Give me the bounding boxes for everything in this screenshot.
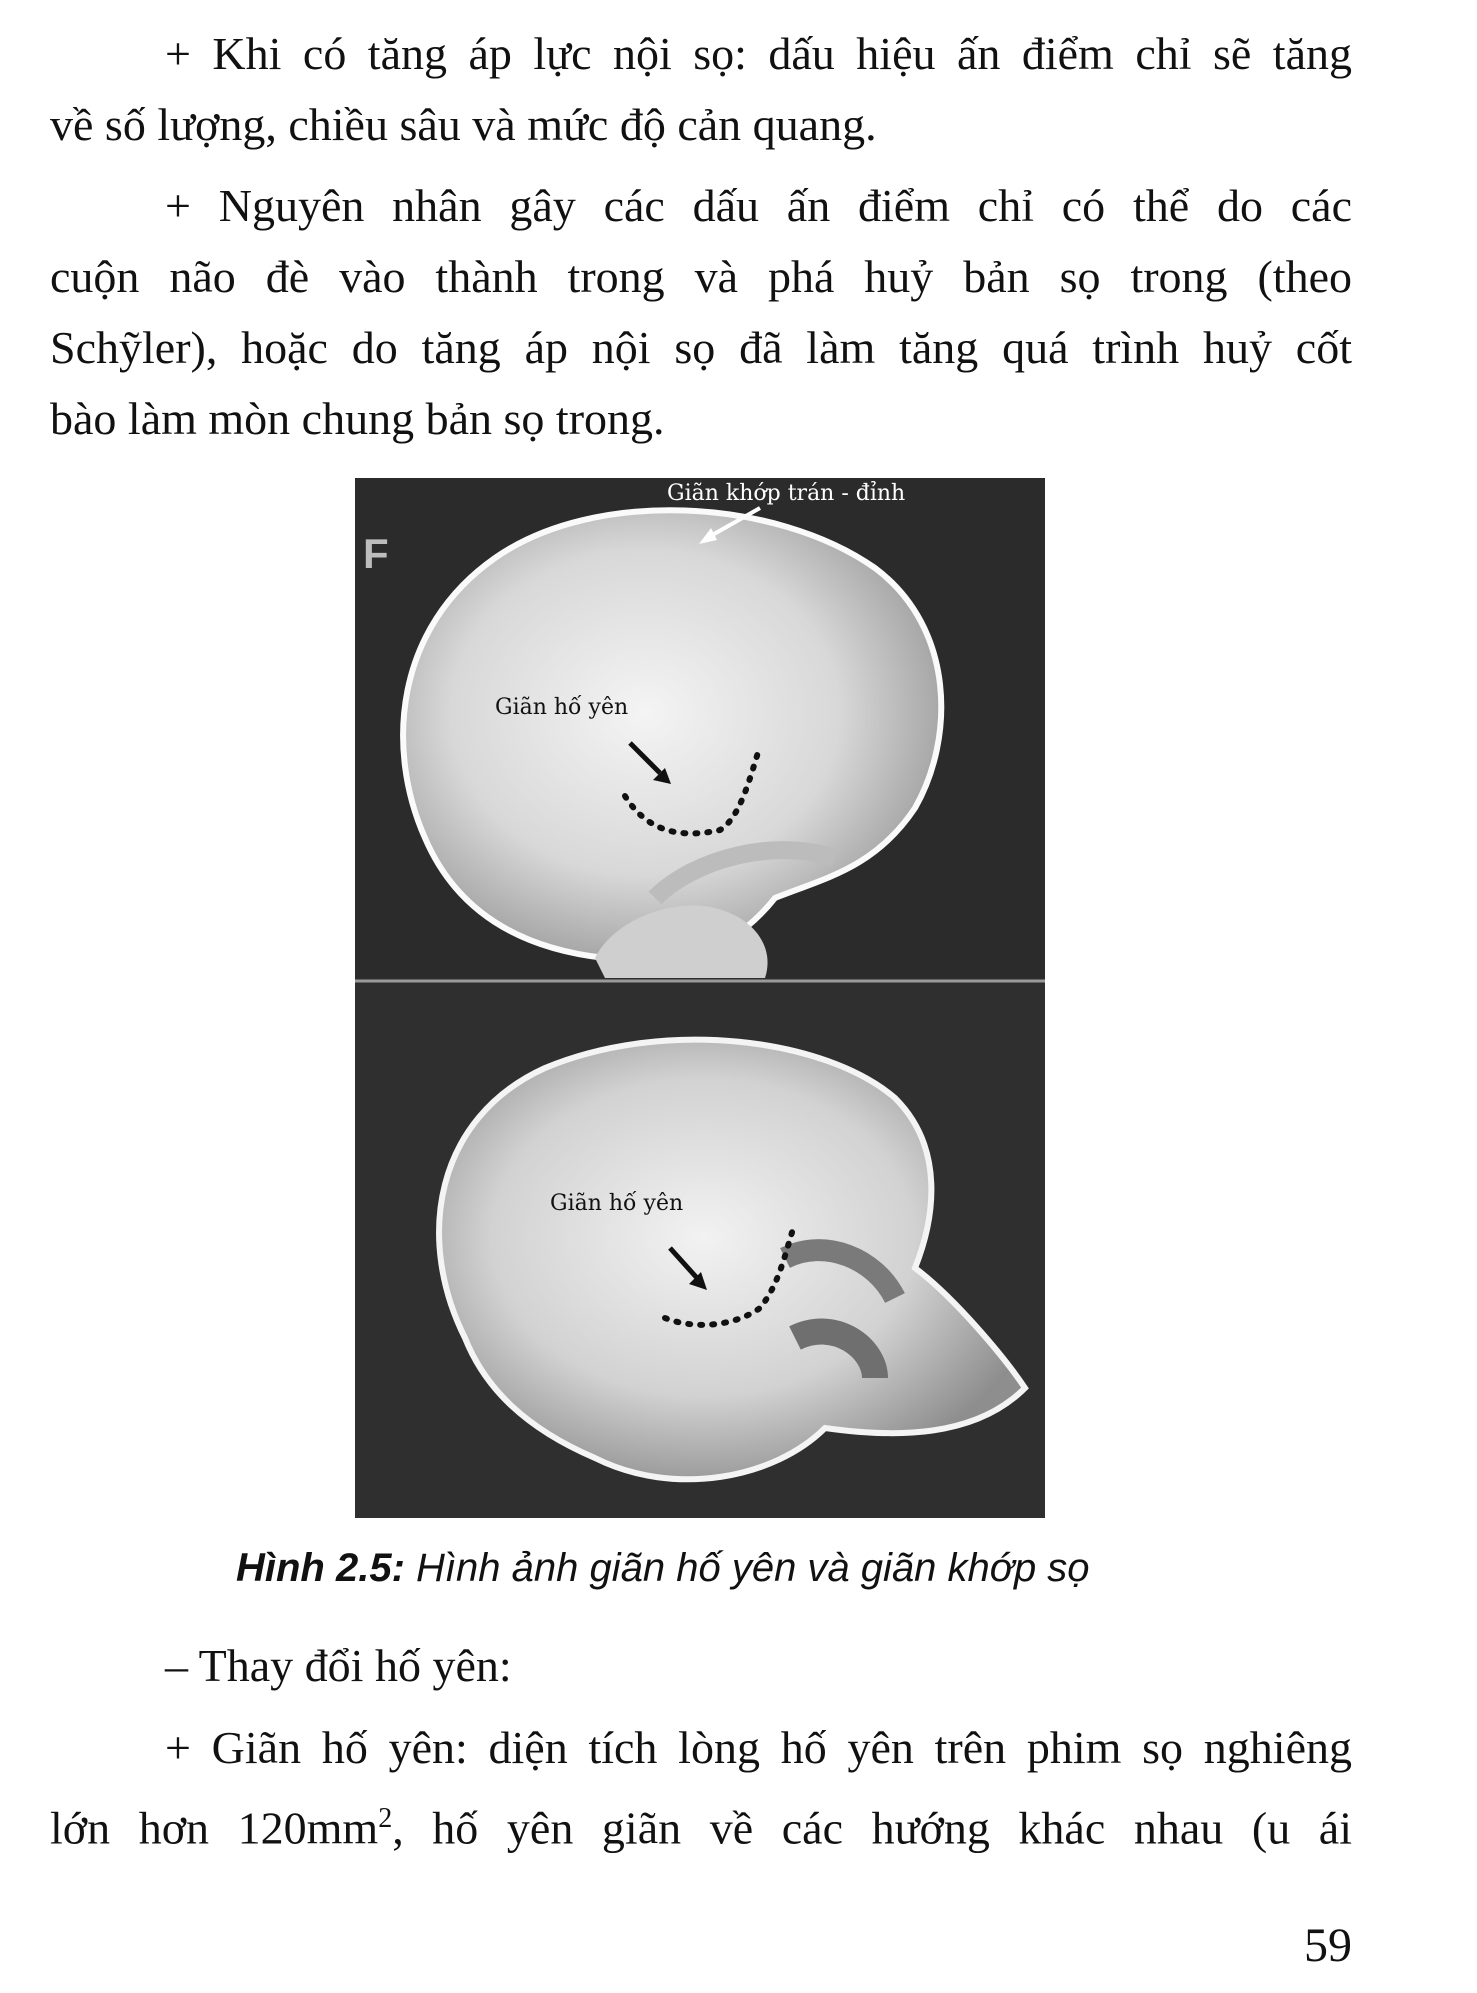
text-line: + Nguyên nhân gây các dấu ấn điểm chỉ có thể do các [165, 180, 1352, 231]
page-number: 59 [1304, 1919, 1352, 1972]
caption-label: Hình 2.5: [236, 1546, 405, 1590]
xray-image [355, 478, 1045, 1518]
paragraph-sella-change [50, 1630, 1352, 1701]
panel-marker: F [363, 530, 389, 577]
text-line: cuộn não đè vào thành trong và phá huỷ bản sọ trong (theo [50, 251, 1352, 302]
sella-label: Giãn hố yên [550, 1191, 684, 1216]
text-segment: , hố yên giãn về các hướng khác nhau (u ái [392, 1802, 1352, 1854]
text-line: – Thay đổi hố yên: [165, 1640, 512, 1691]
top-xray-panel [355, 478, 1045, 978]
text-line: bào làm mòn chung bản sọ trong. [50, 393, 665, 444]
paragraph-intracranial-pressure [50, 18, 1352, 160]
text-line: về số lượng, chiều sâu và mức độ cản quang. [50, 99, 877, 150]
text-line [50, 1783, 1352, 1863]
text-line: Schỹler), hoặc do tăng áp nội sọ đã làm tăng quá trình huỷ cốt [50, 322, 1352, 373]
bottom-xray-panel [355, 984, 1045, 1518]
text-line: + Giãn hố yên: diện tích lòng hố yên trên phim sọ nghiêng [165, 1722, 1352, 1773]
sella-label: Giãn hố yên [495, 695, 629, 720]
skull-xray-figure [355, 478, 1045, 1518]
figure-caption [236, 1546, 1336, 1591]
text-segment: lớn hơn 120mm [50, 1802, 379, 1854]
text-line: + Khi có tăng áp lực nội sọ: dấu hiệu ấn điểm chỉ sẽ tăng [165, 28, 1352, 79]
superscript: 2 [378, 1803, 393, 1834]
suture-label: Giãn khớp trán - đỉnh [667, 481, 906, 506]
caption-text: Hình ảnh giãn hố yên và giãn khớp sọ [404, 1546, 1090, 1590]
paragraph-cause [50, 170, 1352, 454]
paragraph-sella-dilation [50, 1712, 1352, 1863]
